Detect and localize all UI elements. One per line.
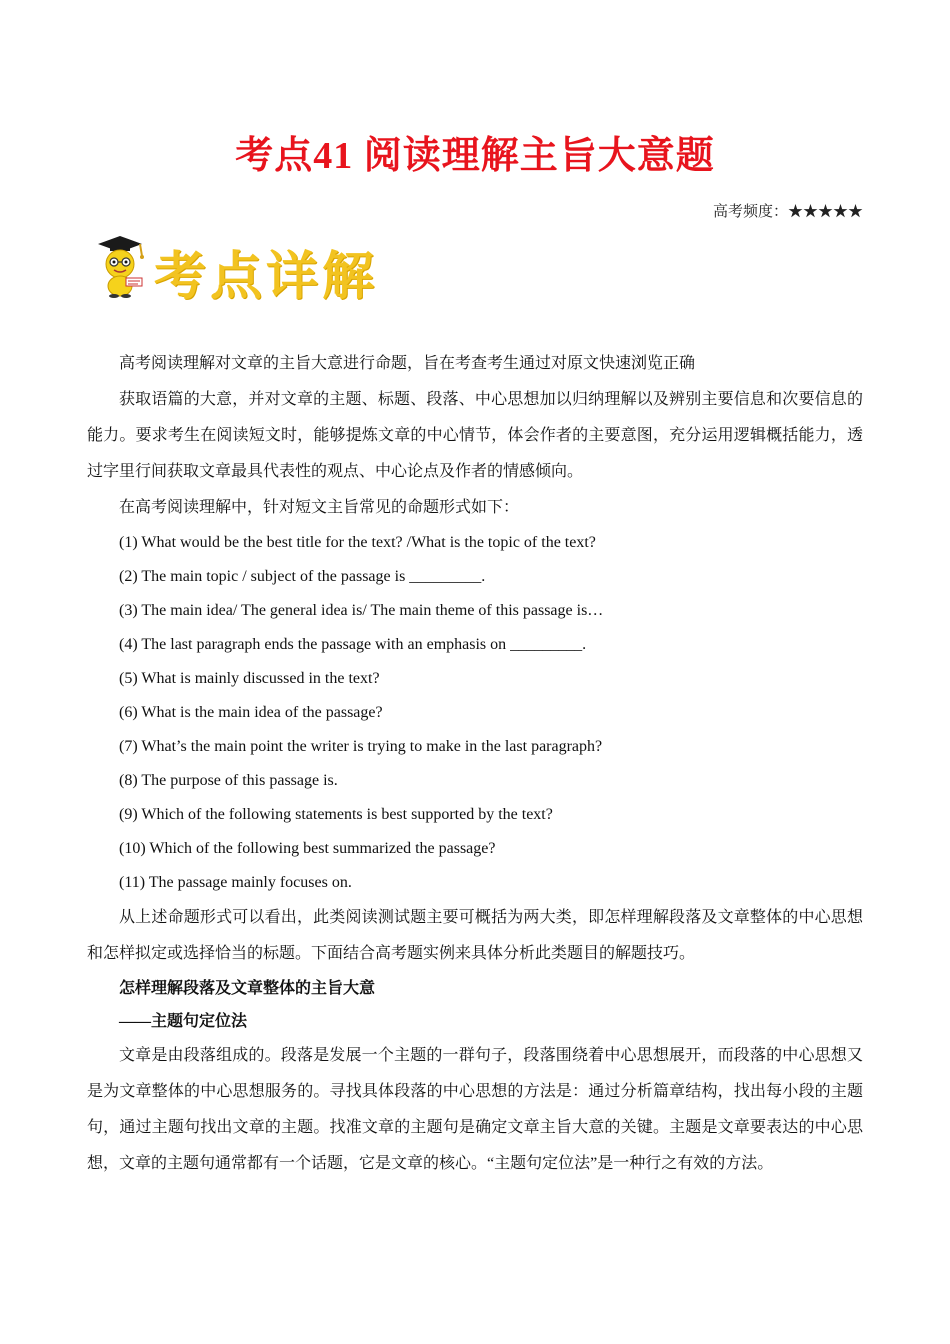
intro-paragraph-2: 获取语篇的大意，并对文章的主题、标题、段落、中心思想加以归纳理解以及辨别主要信息和次要信息的能力。要求考生在阅读短文时，能够提炼文章的中心情节，体会作者的主要意图，充分运用逻辑概括能力，透过字里行间获取文章最具代表性的观点、中心论点及作者的情感倾向。 [87, 391, 863, 480]
page-title: 考点41 阅读理解主旨大意题 [235, 135, 715, 177]
question-form-item: (7) What’s the main point the writer is trying to make in the last paragraph? [119, 738, 603, 755]
frequency-stars: ★★★★★ [787, 204, 863, 220]
frequency-label: 高考频度： [712, 204, 788, 220]
scholar-mascot-icon [92, 232, 152, 303]
summary-paragraph: 从上述命题形式可以看出，此类阅读测试题主要可概括为两大类，即怎样理解段落及文章整体的中心思想和怎样拟定或选择恰当的标题。下面结合高考题实例来具体分析此类题目的解题技巧。 [87, 909, 863, 962]
section-subheading: ——主题句定位法 [119, 1013, 248, 1030]
question-form-item: (4) The last paragraph ends the passage with an emphasis on _________. [119, 636, 587, 653]
question-form-item: (8) The purpose of this passage is. [119, 772, 338, 789]
method-paragraph: 文章是由段落组成的。段落是发展一个主题的一群句子，段落围绕着中心思想展开，而段落的中心思想又是为文章整体的中心思想服务的。寻找具体段落的中心思想的方法是：通过分析篇章结构，找出每小段的主题句，通过主题句找出文章的主题。找准文章的主题句是确定文章主旨大意的关键。主题是文章要表达的中心思想，文章的主题句通常都有一个话题，它是文章的核心。“主题句定位法”是一种行之有效的方法。 [87, 1047, 863, 1172]
section-heading: 怎样理解段落及文章整体的主旨大意 [119, 980, 376, 997]
question-form-item: (6) What is the main idea of the passage? [119, 704, 383, 721]
question-form-item: (10) Which of the following best summarized the passage? [119, 840, 496, 857]
question-form-item: (3) The main idea/ The general idea is/ The main theme of this passage is… [119, 602, 604, 619]
question-form-item: (9) Which of the following statements is best supported by the text? [119, 806, 553, 823]
intro-paragraph-3: 在高考阅读理解中，针对短文主旨常见的命题形式如下： [119, 499, 520, 516]
question-form-item: (5) What is mainly discussed in the text? [119, 670, 380, 687]
question-form-item: (1) What would be the best title for the text? /What is the topic of the text? [119, 534, 596, 551]
intro-paragraph-1: 高考阅读理解对文章的主旨大意进行命题，旨在考查考生通过对原文快速浏览正确 [119, 355, 696, 372]
document-body [87, 346, 863, 1182]
banner-title: 考点详解 [154, 246, 379, 307]
frequency-rating [713, 200, 863, 221]
section-banner [92, 232, 412, 307]
question-form-item: (2) The main topic / subject of the passage is _________. [119, 568, 486, 585]
question-form-item: (11) The passage mainly focuses on. [119, 874, 352, 891]
